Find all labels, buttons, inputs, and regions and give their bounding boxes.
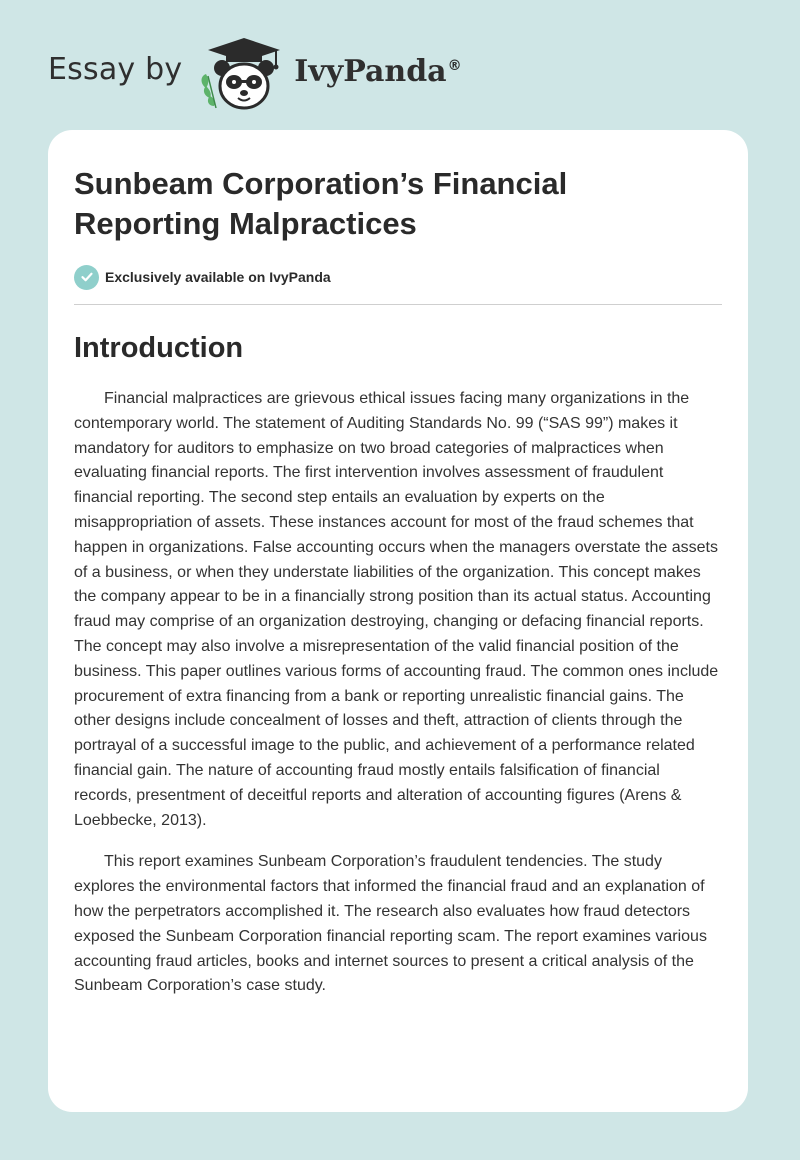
section-heading: Introduction xyxy=(74,332,244,364)
essay-content xyxy=(74,164,722,999)
registered-mark: ® xyxy=(447,57,462,74)
page-title: Sunbeam Corporation’s Financial Reporting Malpractices xyxy=(74,166,568,241)
brand-name: IvyPanda® xyxy=(294,53,462,89)
divider xyxy=(74,304,722,305)
site-header[interactable] xyxy=(48,34,462,114)
brand-prefix: Essay by xyxy=(48,51,183,87)
panda-graduate-icon xyxy=(196,36,292,112)
essay-card xyxy=(48,130,748,1112)
paragraph: Financial malpractices are grievous ethical issues facing many organizations in the contemporary world. The statement of Auditing Standards No. 99 (“SAS 99”) makes it mandatory for auditors to emphasize on two broad categories of malpractices when evaluating financial reports. The first intervention involves assessment of fraudulent financial reporting. The second step entails an evaluation by experts on the misappropriation of assets. These instances account for most of the fraud schemes that happen in organizations. False accounting occurs when the managers overstate the assets of a business, or when they understate liabilities of the organization. This concept makes the company appear to be in a financially strong position than its actual status. Accounting fraud may comprise of an organization destroying, changing or defacing financial reports. The concept may also involve a misrepresentation of the valid financial position of the business. This paper outlines various forms of accounting fraud. The common ones include procurement of extra financing from a bank or reporting unrealistic financial gains. The other designs include concealment of losses and theft, attraction of clients through the portrayal of a successful image to the public, and achievement of a performance related financial gain. The nature of accounting fraud mostly entails falsification of financial records, presentment of deceitful reports and alteration of accounting figures (Arens & Loebbecke, 2013). xyxy=(74,390,719,829)
exclusive-badge xyxy=(74,264,722,290)
paragraph: This report examines Sunbeam Corporation’s fraudulent tendencies. The study explores the environmental factors that informed the financial fraud and an explanation of how the perpetrators accomplished it. The research also evaluates how fraud detectors exposed the Sunbeam Corporation financial reporting scam. The report examines various accounting fraud articles, books and internet sources to present a critical analysis of the Sunbeam Corporation’s case study. xyxy=(74,853,707,995)
badge-label: Exclusively available on IvyPanda xyxy=(105,269,331,285)
checkmark-icon xyxy=(74,265,99,290)
